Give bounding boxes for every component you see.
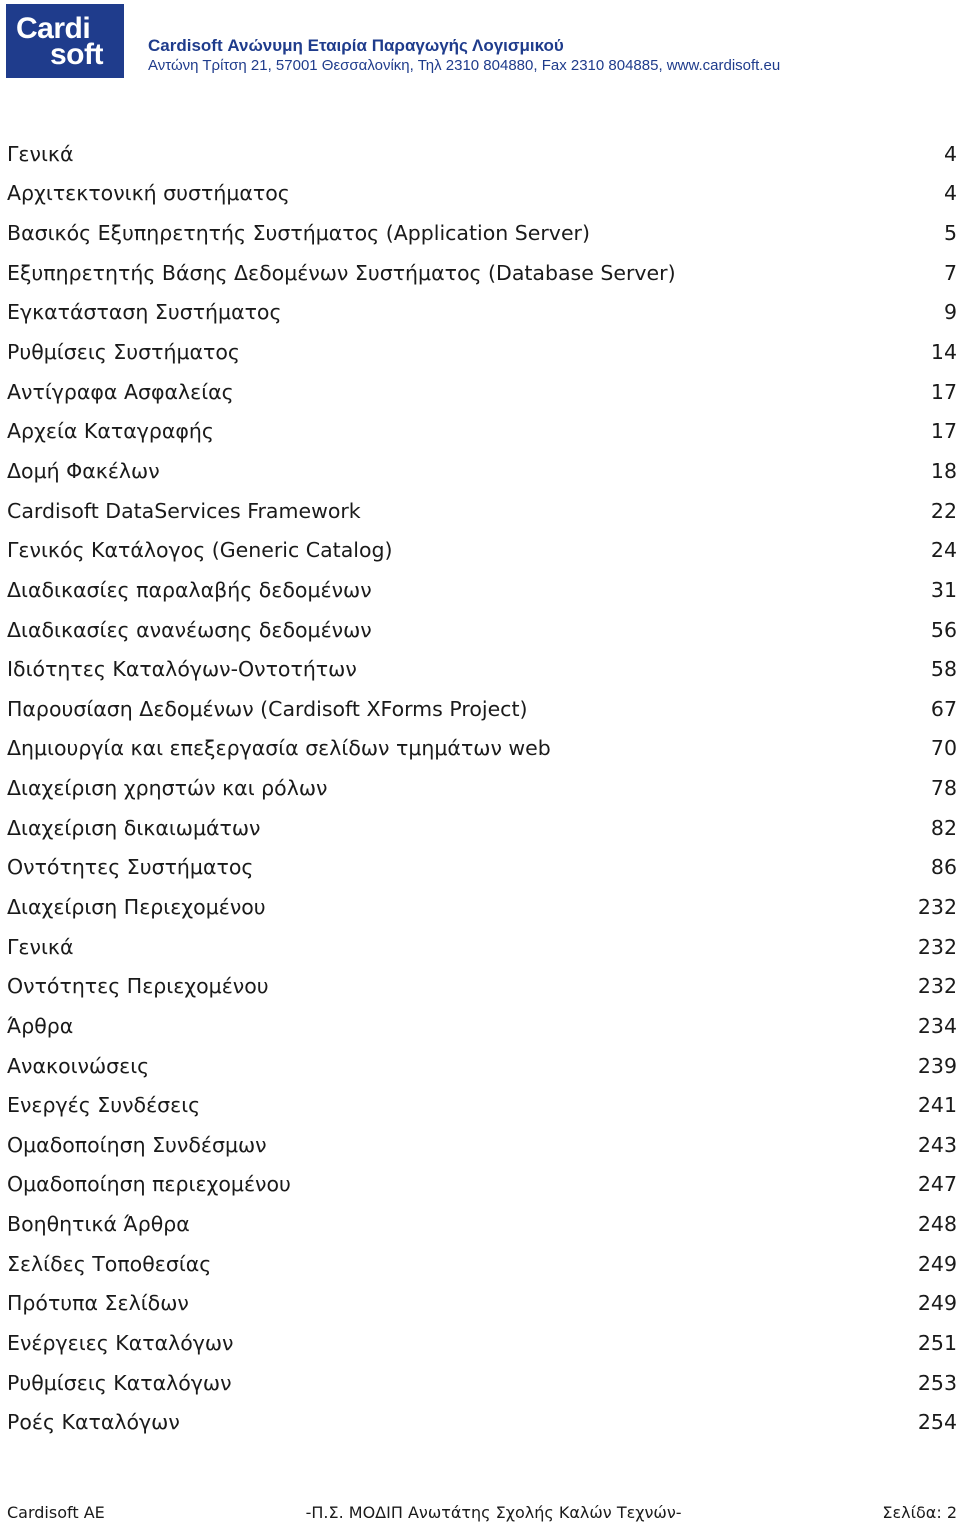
toc-entry-page: 17 bbox=[930, 379, 957, 404]
toc-entry-page: 4 bbox=[943, 141, 957, 166]
toc-entry-page: 22 bbox=[930, 498, 957, 523]
toc-entry[interactable] bbox=[7, 1363, 957, 1403]
toc-entry-page: 86 bbox=[930, 855, 957, 880]
toc-entry-page: 243 bbox=[917, 1132, 957, 1157]
logo-text-line1: Cardi bbox=[16, 12, 91, 45]
toc-entry-page: 253 bbox=[917, 1370, 957, 1395]
toc-entry[interactable] bbox=[7, 213, 957, 253]
toc-entry-title: Διαχείριση Περιεχομένου bbox=[7, 894, 266, 919]
toc-entry-title: Διαχείριση χρηστών και ρόλων bbox=[7, 776, 328, 801]
toc-entry-page: 56 bbox=[930, 617, 957, 642]
toc-entry-title: Αντίγραφα Ασφαλείας bbox=[7, 379, 234, 404]
toc-entry[interactable] bbox=[7, 1403, 957, 1443]
toc-entry[interactable] bbox=[7, 411, 957, 451]
toc-entry-title: Αρχεία Καταγραφής bbox=[7, 419, 214, 444]
toc-entry-page: 232 bbox=[917, 974, 957, 999]
toc-entry-title: Οντότητες Συστήματος bbox=[7, 855, 254, 880]
toc-entry[interactable] bbox=[7, 768, 957, 808]
toc-entry[interactable] bbox=[7, 293, 957, 333]
toc-entry[interactable] bbox=[7, 1165, 957, 1205]
toc-entry-title: Εγκατάσταση Συστήματος bbox=[7, 300, 282, 325]
toc-entry-page: 7 bbox=[943, 260, 957, 285]
toc-entry-title: Διαδικασίες ανανέωσης δεδομένων bbox=[7, 617, 372, 642]
footer-company: Cardisoft AE bbox=[7, 1502, 105, 1522]
page-header bbox=[6, 4, 960, 80]
toc-entry-title: Δημιουργία και επεξεργασία σελίδων τμημάτων web bbox=[7, 736, 551, 761]
toc-entry-title: Αρχιτεκτονική συστήματος bbox=[7, 181, 290, 206]
toc-entry-page: 249 bbox=[917, 1291, 957, 1316]
toc-entry[interactable] bbox=[7, 570, 957, 610]
toc-entry-page: 58 bbox=[930, 657, 957, 682]
toc-entry-page: 251 bbox=[917, 1331, 957, 1356]
toc-entry-title: Ενέργειες Καταλόγων bbox=[7, 1331, 234, 1356]
logo-text-line2: soft bbox=[50, 38, 103, 71]
toc-entry-page: 249 bbox=[917, 1251, 957, 1276]
toc-entry-title: Ρυθμίσεις Καταλόγων bbox=[7, 1370, 232, 1395]
toc-entry-page: 254 bbox=[917, 1410, 957, 1435]
toc-entry[interactable] bbox=[7, 253, 957, 293]
toc-entry-page: 241 bbox=[917, 1093, 957, 1118]
toc-entry-title: Διαδικασίες παραλαβής δεδομένων bbox=[7, 577, 372, 602]
toc-entry[interactable] bbox=[7, 134, 957, 174]
footer-page-number: Σελίδα: 2 bbox=[882, 1502, 957, 1522]
toc-entry-title: Ομαδοποίηση Συνδέσμων bbox=[7, 1132, 267, 1157]
toc-entry-title: Παρουσίαση Δεδομένων (Cardisoft XForms Project) bbox=[7, 696, 528, 721]
toc-entry-page: 31 bbox=[930, 577, 957, 602]
toc-entry[interactable] bbox=[7, 1204, 957, 1244]
toc-entry-title: Ροές Καταλόγων bbox=[7, 1410, 180, 1435]
toc-entry-page: 248 bbox=[917, 1212, 957, 1237]
toc-entry[interactable] bbox=[7, 966, 957, 1006]
cardisoft-logo bbox=[6, 4, 124, 78]
toc-entry[interactable] bbox=[7, 1284, 957, 1324]
toc-entry-page: 239 bbox=[917, 1053, 957, 1078]
toc-entry-title: Ομαδοποίηση περιεχομένου bbox=[7, 1172, 291, 1197]
toc-entry-title: Ρυθμίσεις Συστήματος bbox=[7, 340, 240, 365]
toc-entry-page: 234 bbox=[917, 1013, 957, 1038]
toc-entry-title: Πρότυπα Σελίδων bbox=[7, 1291, 189, 1316]
toc-entry-page: 5 bbox=[943, 221, 957, 246]
toc-entry-title: Άρθρα bbox=[7, 1013, 74, 1038]
toc-entry[interactable] bbox=[7, 530, 957, 570]
toc-entry[interactable] bbox=[7, 372, 957, 412]
toc-entry-title: Εξυπηρετητής Βάσης Δεδομένων Συστήματος (Database Server) bbox=[7, 260, 676, 285]
toc-entry-page: 70 bbox=[930, 736, 957, 761]
toc-entry-page: 4 bbox=[943, 181, 957, 206]
toc-entry-page: 247 bbox=[917, 1172, 957, 1197]
toc-entry-page: 24 bbox=[930, 538, 957, 563]
toc-entry-title: Ανακοινώσεις bbox=[7, 1053, 150, 1078]
toc-entry-title: Βασικός Εξυπηρετητής Συστήματος (Application Server) bbox=[7, 221, 590, 246]
toc-entry[interactable] bbox=[7, 689, 957, 729]
table-of-contents bbox=[7, 134, 957, 1442]
toc-entry-title: Γενικά bbox=[7, 141, 74, 166]
toc-entry[interactable] bbox=[7, 887, 957, 927]
toc-entry-page: 9 bbox=[943, 300, 957, 325]
toc-entry[interactable] bbox=[7, 1125, 957, 1165]
footer-project: -Π.Σ. ΜΟΔΙΠ Ανωτάτης Σχολής Καλών Τεχνών- bbox=[305, 1502, 682, 1522]
toc-entry[interactable] bbox=[7, 174, 957, 214]
toc-entry-page: 232 bbox=[917, 894, 957, 919]
toc-entry-page: 82 bbox=[930, 815, 957, 840]
company-address: Αντώνη Τρίτση 21, 57001 Θεσσαλονίκη, Τηλ 2310 804880, Fax 2310 804885, www.cardisoft.eu bbox=[148, 57, 781, 74]
toc-entry[interactable] bbox=[7, 848, 957, 888]
toc-entry[interactable] bbox=[7, 927, 957, 967]
toc-entry-title: Γενικά bbox=[7, 934, 74, 959]
toc-entry-page: 14 bbox=[930, 340, 957, 365]
toc-entry-title: Ιδιότητες Καταλόγων-Οντοτήτων bbox=[7, 657, 357, 682]
toc-entry-title: Βοηθητικά Άρθρα bbox=[7, 1212, 190, 1237]
company-info bbox=[148, 36, 780, 75]
toc-entry[interactable] bbox=[7, 1323, 957, 1363]
toc-entry-title: Δομή Φακέλων bbox=[7, 458, 160, 483]
toc-entry[interactable] bbox=[7, 451, 957, 491]
company-name: Cardisoft Ανώνυμη Εταιρία Παραγωγής Λογισμικού bbox=[148, 36, 564, 55]
toc-entry-page: 17 bbox=[930, 419, 957, 444]
toc-entry-page: 232 bbox=[917, 934, 957, 959]
toc-entry[interactable] bbox=[7, 729, 957, 769]
toc-entry[interactable] bbox=[7, 332, 957, 372]
toc-entry[interactable] bbox=[7, 649, 957, 689]
toc-entry[interactable] bbox=[7, 610, 957, 650]
toc-entry-title: Ενεργές Συνδέσεις bbox=[7, 1093, 201, 1118]
toc-entry-title: Διαχείριση δικαιωμάτων bbox=[7, 815, 261, 840]
toc-entry-title: Σελίδες Τοποθεσίας bbox=[7, 1251, 212, 1276]
toc-entry[interactable] bbox=[7, 808, 957, 848]
toc-entry[interactable] bbox=[7, 1006, 957, 1046]
toc-entry-page: 78 bbox=[930, 776, 957, 801]
toc-entry-title: Γενικός Κατάλογος (Generic Catalog) bbox=[7, 538, 393, 563]
toc-entry-page: 18 bbox=[930, 458, 957, 483]
toc-entry-title: Cardisoft DataServices Framework bbox=[7, 498, 361, 523]
toc-entry[interactable] bbox=[7, 1046, 957, 1086]
toc-entry-title: Οντότητες Περιεχομένου bbox=[7, 974, 269, 999]
page-footer bbox=[7, 1500, 957, 1524]
toc-entry[interactable] bbox=[7, 1085, 957, 1125]
toc-entry[interactable] bbox=[7, 1244, 957, 1284]
toc-entry[interactable] bbox=[7, 491, 957, 531]
toc-entry-page: 67 bbox=[930, 696, 957, 721]
